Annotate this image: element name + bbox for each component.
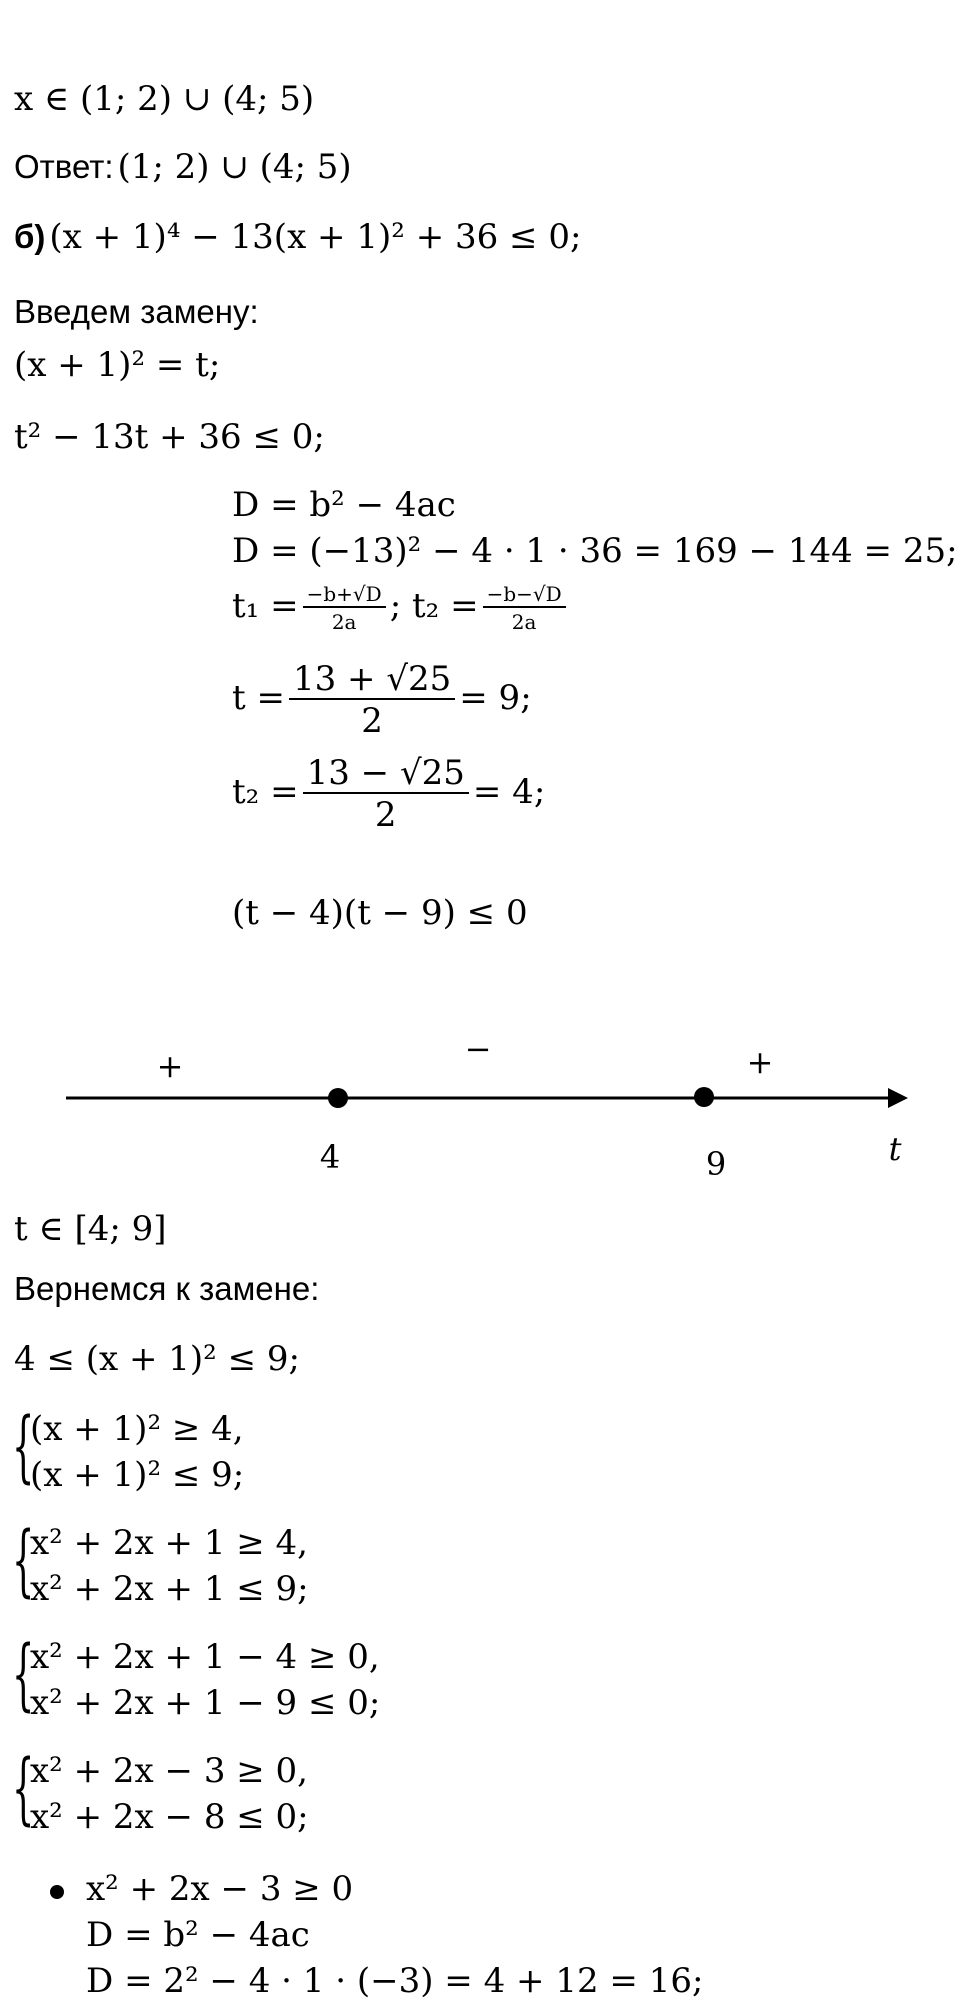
roots-formula: [232, 584, 570, 632]
root-two-fraction: [303, 753, 469, 835]
t1-denominator: 2a: [331, 610, 357, 634]
sign-left: +: [156, 1047, 184, 1085]
substitution-text: Введем замену:: [14, 293, 259, 330]
part-b-label: б): [14, 218, 46, 255]
root-one-denominator: 2: [361, 701, 383, 741]
number-line: [0, 1030, 960, 1200]
system-1-line-1: (x + 1)² ≥ 4,: [30, 1409, 244, 1449]
quadratic-inequality: t² − 13t + 36 ≤ 0;: [14, 417, 325, 457]
root-one-numerator: 13 + √25: [289, 662, 455, 700]
system-3-line-1: x² + 2x + 1 − 4 ≥ 0,: [30, 1637, 380, 1677]
answer-line: [14, 147, 352, 187]
part-b-inequality: (x + 1)⁴ − 13(x + 1)² + 36 ≤ 0;: [49, 217, 582, 257]
system-4-line-2: x² + 2x − 8 ≤ 0;: [30, 1797, 309, 1837]
variable-label: t: [888, 1130, 902, 1168]
t2-denominator: 2a: [511, 610, 537, 634]
root-one-fraction: [289, 659, 455, 741]
substitution-expression: (x + 1)² = t;: [14, 345, 221, 385]
system-4-brace: {: [12, 1744, 35, 1834]
system-1-line-2: (x + 1)² ≤ 9;: [30, 1455, 245, 1495]
system-4-line-1: x² + 2x − 3 ≥ 0,: [30, 1751, 308, 1791]
point-label-9: 9: [705, 1145, 727, 1183]
t2-fraction: [483, 584, 566, 632]
discriminant-calculation: D = (−13)² − 4 · 1 · 36 = 169 − 144 = 25;: [232, 531, 958, 571]
root-one-rhs: = 9;: [459, 678, 532, 718]
t2-numerator: −b−√D: [483, 584, 566, 608]
t2-label: ; t₂ =: [389, 586, 479, 626]
system-3-brace: {: [12, 1630, 35, 1720]
system-1-brace: {: [12, 1402, 35, 1492]
return-text: Вернемся к замене:: [14, 1270, 320, 1307]
root-one: [232, 659, 532, 741]
system-2-brace: {: [12, 1516, 35, 1606]
root-two-lhs: t₂ =: [232, 772, 299, 812]
point-9-dot: [694, 1087, 714, 1107]
double-inequality: 4 ≤ (x + 1)² ≤ 9;: [14, 1339, 300, 1379]
interval-result: x ∈ (1; 2) ∪ (4; 5): [14, 79, 315, 119]
root-two-denominator: 2: [374, 795, 397, 835]
root-two-numerator: 13 − √25: [303, 756, 469, 794]
system-2-line-1: x² + 2x + 1 ≥ 4,: [30, 1523, 308, 1563]
bullet-discriminant-calculation: D = 2² − 4 · 1 · (−3) = 4 + 12 = 16;: [86, 1961, 704, 2001]
root-one-lhs: t =: [232, 678, 285, 718]
factored-inequality: (t − 4)(t − 9) ≤ 0: [232, 893, 528, 933]
sign-middle: −: [464, 1030, 492, 1068]
system-3-line-2: x² + 2x + 1 − 9 ≤ 0;: [30, 1683, 381, 1723]
point-4-dot: [328, 1088, 348, 1108]
t1-fraction: [303, 584, 386, 632]
bullet-discriminant-formula: D = b² − 4ac: [86, 1915, 310, 1955]
part-b-line: [14, 217, 582, 257]
root-two-rhs: = 4;: [472, 772, 546, 812]
bullet-inequality: x² + 2x − 3 ≥ 0: [86, 1869, 354, 1909]
answer-value: (1; 2) ∪ (4; 5): [117, 147, 352, 187]
discriminant-formula: D = b² − 4ac: [232, 485, 456, 525]
t1-numerator: −b+√D: [303, 584, 386, 608]
t1-label: t₁ =: [232, 586, 299, 626]
point-label-4: 4: [319, 1138, 341, 1176]
root-two: [232, 753, 546, 835]
sign-right: +: [746, 1043, 774, 1081]
axis-arrow-icon: [888, 1088, 908, 1108]
answer-label: Ответ:: [14, 148, 114, 185]
t-interval: t ∈ [4; 9]: [14, 1209, 167, 1249]
system-2-line-2: x² + 2x + 1 ≤ 9;: [30, 1569, 309, 1609]
bullet-icon: [50, 1885, 64, 1899]
